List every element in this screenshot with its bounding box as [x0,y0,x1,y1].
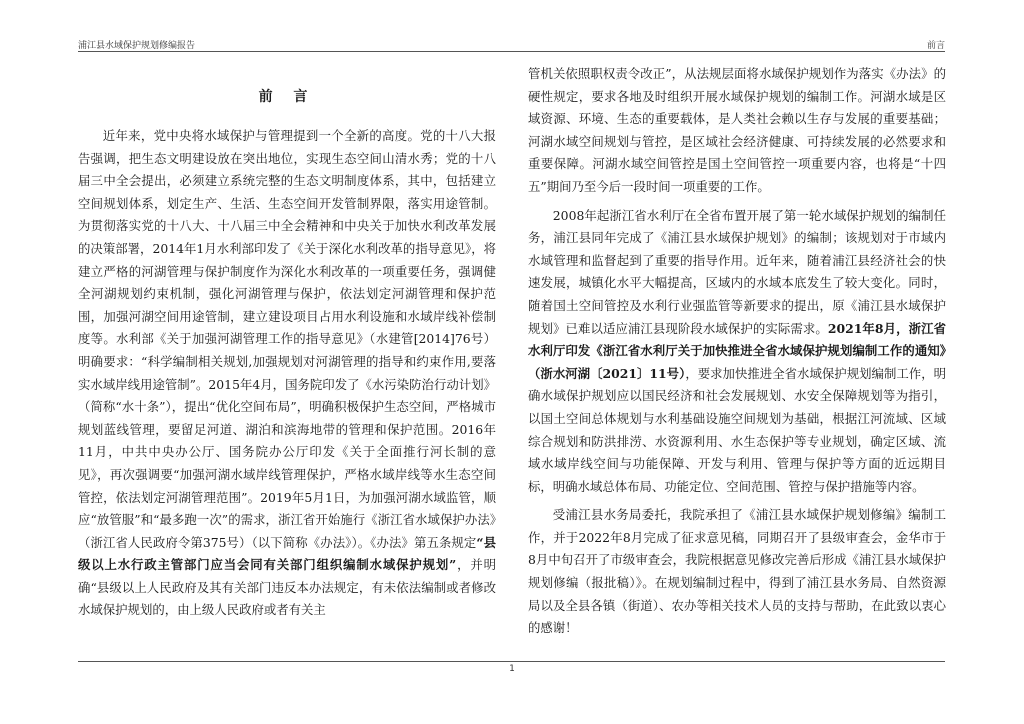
page-number: 1 [509,664,515,674]
running-header-title: 浦江县水域保护规划修编报告 [78,41,196,51]
paragraph-background-tail: ，要求加快推进全省水域保护规划编制工作，明确水域保护规划应以国民经济和社会发展规划、水安全保障规划等为指引，以国土空间总体规划与水利基础设施空间规划为基础，根据江河流域、区域综合规划和防洪排涝、水资源利用、水生态保护等专业规划，确定区域、流域水域岸线空间与功能保障、开发与利用、管理与保护等方面的近远期目标，明确水域总体布局、功能定位、空间范围、管控与保护措施等内容。 [528,365,946,494]
right-column [528,63,946,640]
paragraph-intro-continued: 管机关依照职权责令改正”，从法规层面将水域保护规划作为落实《办法》的硬性规定，要求各地及时组织开展水域保护规划的编制工作。河湖水域是区域资源、环境、生态的重要载体，是人类社会赖以生存与发展的重要基础；河湖水域空间规划与管控，是区域社会经济健康、可持续发展的必然要求和重要保障。河湖水域空间管控是国土空间管控一项重要内容，也将是“十四五”期间乃至今后一段时间一项重要的工作。 [528,66,946,194]
paragraph-background-bold: 2021年8月，浙江省水利厅印发《浙江省水利厅关于加快推进全省水域保护规划编制工作的通知》（浙水河湖〔2021〕11号） [528,320,947,381]
paragraph-background-text: 2008年起浙江省水利厅在全省布置开展了第一轮水域保护规划的编制任务，浦江县同年完成了《浦江县水域保护规划》的编制；该规划对于市域内水域管理和监督起到了重要的指导作用。近年来，随着浦江县经济社会的快速发展，城镇化水平大幅提高，区域内的水域本底发生了较大变化。同时，随着国土空间管控及水利行业强监管等新要求的提出，原《浦江县水域保护规划》已难以适应浦江县现阶段水域保护的实际需求。 [528,207,946,336]
page-title: 前 言 [258,89,316,105]
paragraph-acknowledgement: 受浦江县水务局委托，我院承担了《浦江县水域保护规划修编》编制工作，并于2022年8月完成了征求意见稿，同期召开了县级审查会，金华市于8月中旬召开了市级审查会，我院根据意见修改完善后形成《浦江县水域保护规划修编（报批稿）》。在规划编制过程中，得到了浦江县水务局、自然资源局以及全县各镇（街道）、农办等相关技术人员的支持与帮助，在此致以衷心的感谢！ [528,507,946,636]
paragraph-intro [78,125,496,622]
left-column [78,63,496,622]
paragraph-intro-bold: “县级以上水行政主管部门应当会同有关部门组织编制水域保护规划” [78,534,496,573]
running-header-section: 前言 [926,41,945,51]
paragraph-background [528,205,946,499]
footer-divider [78,661,945,662]
paragraph-intro-text: 近年来，党中央将水域保护与管理提到一个全新的高度。党的十八大报告强调，把生态文明建设放在突出地位，实现生态空间山清水秀；党的十八届三中全会提出，必须建立系统完整的生态文明制度体系，其中，包括建立空间规划体系，划定生产、生活、生态空间开发管制界限，落实用途管制。为贯彻落实党的十八大、十八届三中全会精神和中央关于加快水利改革发展的决策部署，2014年1月水利部印发了《关于深化水利改革的指导意见》，将建立严格的河湖管理与保护制度作为深化水利改革的一项重要任务，强调健全河湖规划约束机制，强化河湖管理与保护，依法划定河湖管理和保护范围，加强河湖空间用途管制，建立建设项目占用水利设施和水域岸线补偿制度等。水利部《关于加强河湖管理工作的指导意见》（水建管[2014]76号）明确要求：“科学编制相关规划,加强规划对河湖管理的指导和约束作用,要落实水域岸线用途管制”。2015年4月，国务院印发了《水污染防治行动计划》（简称“水十条”），提出“优化空间布局”，明确积极保护生态空间，严格城市规划蓝线管理，要留足河道、湖泊和滨海地带的管理和保护范围。2016年11月，中共中央办公厅、国务院办公厅印发《关于全面推行河长制的意见》，再次强调要“加强河湖水域岸线管理保护，严格水域岸线等水生态空间管控，依法划定河湖管理范围”。2019年5月1日，为加强河湖水域监管，顺应“放管服”和“最多跑一次”的需求，浙江省开始施行《浙江省水域保护办法》（浙江省人民政府令第375号）（以下简称《办法》）。《办法》第五条规定 [78,128,496,550]
header-divider [78,51,945,52]
paragraph-intro-tail: ，并明确“县级以上人民政府及其有关部门违反本办法规定，有未依法编制或者修改水域保护规划的，由上级人民政府或者有关主 [78,557,496,618]
